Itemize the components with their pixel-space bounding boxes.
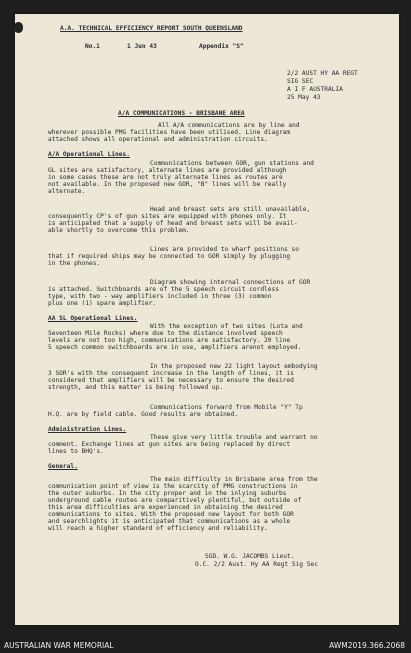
paragraph-line: is attached. Switchboards are of the 5 speech circuit cordless [48,286,279,293]
paragraph-line: The main difficulty in Brisbane area from the [150,476,318,483]
paragraph-line: alternate. [48,188,86,195]
address-line-3: A I F AUSTRALIA [287,86,343,93]
section-heading-general: General. [48,463,78,470]
report-number: No.1 [85,43,100,50]
paragraph-line: In the proposed new 22 light layout embodying [150,363,318,370]
address-line-1: 2/2 AUST HY AA REGT [287,70,358,77]
paragraph-line: the outer suburbs. In the city proper and in the inlying suburbs [48,490,287,497]
address-line-4: 25 May 43 [287,94,321,101]
paragraph-line: type, with two - way amplifiers included in three (3) common [48,293,272,300]
paragraph-line: not available. In the proposed new GOR, "B" lines will be really [48,181,287,188]
paragraph-line: Lines are provided to wharf positions so [150,246,300,253]
report-date: 1 Jun 43 [127,43,157,50]
paragraph-line: underground cable routes are comparitively plentiful, but outside of [48,497,302,504]
paragraph-line: this area difficulties are experienced in obtaining the desired [48,504,283,511]
paragraph-line: strength, and this matter is being followed up. [48,384,224,391]
paragraph-line: communications to sites. With the proposed new layout for both GOR [48,511,294,518]
paragraph-line: 3 SOR's with the consequent increase in the length of lines, it is [48,370,294,377]
appendix-label: Appendix "S" [199,43,244,50]
paragraph-line: in some cases these are not truly alternate lines as routes are [48,174,283,181]
paragraph-line: Communications between GOR, gun stations and [150,160,314,167]
paragraph-line: Communications forward from Mobile "Y" Tp [150,404,303,411]
paragraph-line: GL sites are satisfactory, alternate lines are provided although [48,167,287,174]
paragraph-line: communication point of view is the scarcity of PMG constructions in [48,483,298,490]
paragraph-line: Diagram showing internal connections of GOR [150,279,311,286]
archive-footer [0,639,411,653]
document-title: A/A COMMUNICATIONS - BRISBANE AREA [118,110,245,117]
section-heading-administration-lines: Administration Lines. [48,426,127,433]
paragraph-line: considered that amplifiers will be necessary to ensure the desired [48,377,294,384]
paragraph-line: in the phones. [48,260,101,267]
paragraph-line: comment. Exchange lines at gun sites are being replaced by direct [48,441,291,448]
signature-name: SGD. W.G. JACOMBS Lieut. [205,553,295,560]
footer-institution: AUSTRALIAN WAR MEMORIAL [4,641,114,650]
paragraph-line: levels are not too high, communications are satisfactory. 20 line [48,337,291,344]
signature-title: O.C. 2/2 Aust. Hy AA Regt Sig Sec [195,561,318,568]
paragraph-line: Seventeen Mile Rocks) where due to the distance involved speech [48,330,283,337]
paragraph-line: is anticipated that a supply of head and breast sets will be avail- [48,220,298,227]
section-heading-sl-lines: AA SL Operational Lines. [48,315,138,322]
paragraph-line: consequently CP's of gun sites are equipped with phones only. It [48,213,287,220]
paragraph-line: able shortly to overcome this problem. [48,227,190,234]
paragraph-line: plus one (1) spare amplifier. [48,300,157,307]
intro-line: All A/A communications are by line and [158,122,300,129]
paragraph-line: lines to BHQ's. [48,448,104,455]
paragraph-line: and searchlights it is anticipated that communications as a whole [48,518,291,525]
paragraph-line: These give very little trouble and warrant no [150,434,318,441]
paragraph-line: H.Q. are by field cable. Good results are obtained. [48,411,238,418]
intro-line: attached shows all operational and administration circuits. [48,136,268,143]
report-title: A.A. TECHNICAL EFFICIENCY REPORT SOUTH QUEENSLAND [60,25,243,32]
paragraph-line: will reach a higher standard of efficiency and reliability. [48,525,268,532]
address-line-2: SIG SEC [287,78,314,85]
intro-line: wherever possible PMG facilities have been utilised. Line diagram [48,129,291,136]
paragraph-line: With the exception of two sites (Lota and [150,323,303,330]
footer-accession-number: AWM2019.366.2068 [329,641,405,650]
paragraph-line: Head and breast sets are still unavailable, [150,206,311,213]
punch-hole [14,22,23,33]
paragraph-line: 5 speech common switchboards are in use, amplifiers arenot employed. [48,344,302,351]
section-heading-operational-lines: A/A Operational Lines. [48,151,130,158]
paragraph-line: that if required ships may be connected to GOR simply by plugging [48,253,291,260]
